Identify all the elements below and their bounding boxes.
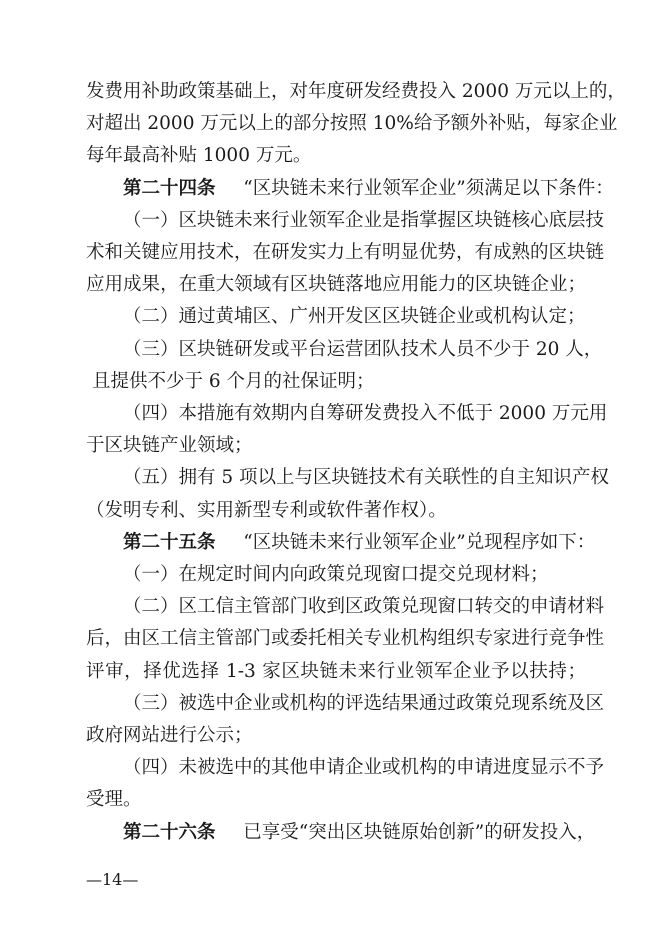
article-25-text: “区块链未来行业领军企业”兑现程序如下： — [243, 531, 596, 553]
paragraph-line: 政府网站进行公示； — [86, 725, 253, 746]
paragraph-line: （五）拥有 5 项以上与区块链技术有关联性的自主知识产权 — [123, 467, 610, 489]
article-26-text: 已享受“突出区块链原始创新”的研发投入， — [243, 821, 596, 843]
paragraph-line: 后，由区工信主管部门或委托相关专业机构组织专家进行竞争性 — [86, 628, 605, 650]
paragraph-line: （四）本措施有效期内自筹研发费投入不低于 2000 万元用 — [123, 403, 608, 424]
paragraph-line: 每年最高补贴 1000 万元。 — [86, 145, 312, 167]
paragraph-line: （一）在规定时间内向政策兑现窗口提交兑现材料； — [123, 564, 549, 585]
paragraph-line: （四）未被选中的其他申请企业或机构的申请进度显示不予 — [123, 757, 605, 779]
paragraph-line: 受理。 — [86, 789, 142, 811]
paragraph-line: 对超出 2000 万元以上的部分按照 10%给予额外补贴，每家企业 — [86, 113, 618, 135]
page-number: —14— — [86, 870, 139, 889]
article-26-heading: 第二十六条 — [123, 821, 216, 843]
paragraph-line: （一）区块链未来行业领军企业是指掌握区块链核心底层技 — [123, 209, 605, 231]
paragraph-line: （二）区工信主管部门收到区政策兑现窗口转交的申请材料 — [123, 596, 605, 618]
article-26-line — [123, 821, 596, 845]
paragraph-line: 发费用补助政策基础上，对年度研发经费投入 2000 万元以上的， — [86, 81, 626, 102]
paragraph-line: （发明专利、实用新型专利或软件著作权）。 — [86, 499, 447, 521]
paragraph-line: （三）被选中企业或机构的评选结果通过政策兑现系统及区 — [123, 692, 605, 714]
paragraph-line: 评审，择优选择 1-3 家区块链未来行业领军企业予以扶持； — [86, 660, 586, 682]
paragraph-line: 且提供不少于 6 个月的社保证明； — [92, 370, 375, 392]
article-25-heading: 第二十五条 — [123, 531, 216, 553]
paragraph-line: （三）区块链研发或平台运营团队技术人员不少于 20 人， — [123, 338, 603, 360]
paragraph-line: （二）通过黄埔区、广州开发区区块链企业或机构认定； — [123, 306, 586, 328]
paragraph-line: 于区块链产业领域； — [86, 435, 253, 457]
paragraph-line: 应用成果，在重大领域有区块链落地应用能力的区块链企业； — [86, 274, 586, 296]
article-24-text: “区块链未来行业领军企业”须满足以下条件： — [243, 177, 614, 199]
article-24-heading: 第二十四条 — [123, 177, 216, 199]
paragraph-line: 术和关键应用技术，在研发实力上有明显优势，有成熟的区块链 — [86, 242, 605, 263]
